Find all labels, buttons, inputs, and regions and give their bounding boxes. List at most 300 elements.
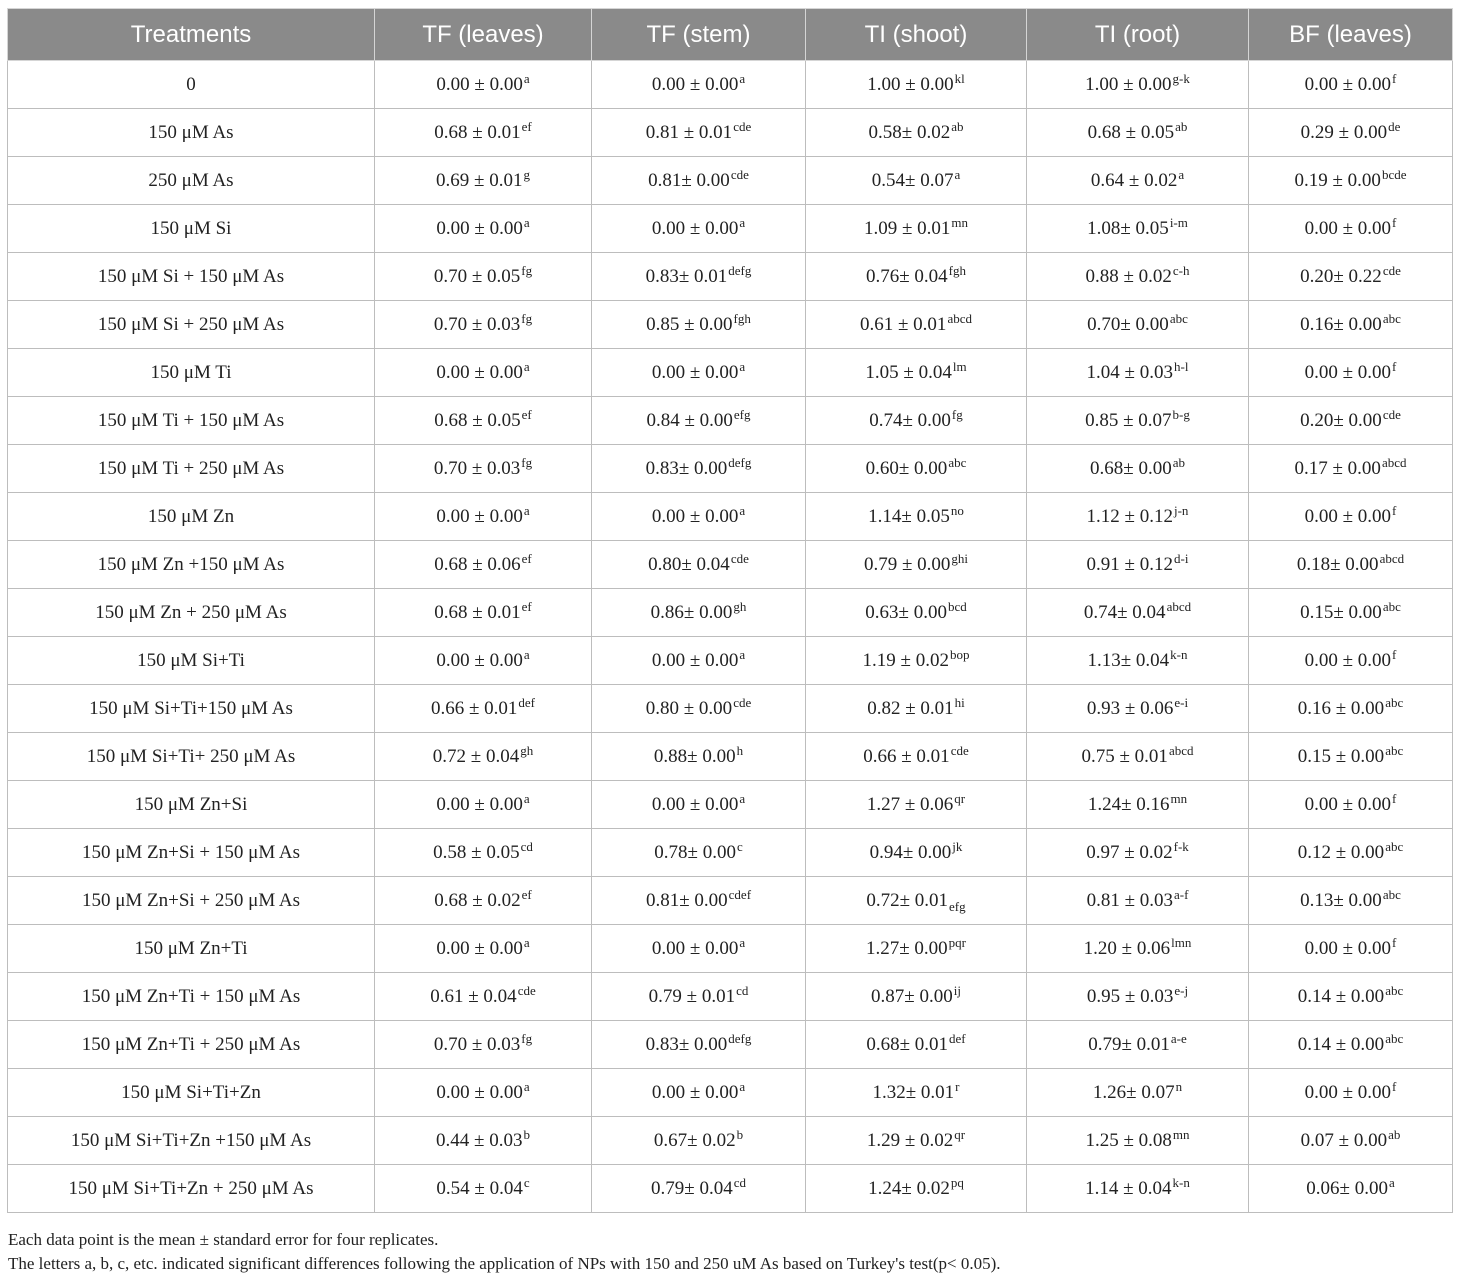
- significance-letters: a: [1178, 166, 1185, 182]
- significance-letters: a: [739, 790, 746, 806]
- value-cell: [806, 253, 1027, 301]
- significance-letters: cdef: [728, 886, 752, 902]
- mean-se-value: 1.24± 0.02: [868, 1177, 950, 1199]
- mean-se-value: 1.32± 0.01: [872, 1081, 955, 1103]
- table-row: [8, 157, 1453, 205]
- table-row: [8, 253, 1453, 301]
- mean-se-value: 0.79± 0.04: [651, 1177, 733, 1199]
- treatment-cell: 150 μM Zn+Si: [8, 781, 375, 829]
- significance-letters: def: [949, 1030, 966, 1046]
- mean-se-value: 0.00 ± 0.00: [651, 1081, 739, 1103]
- mean-se-value: 1.13± 0.04: [1087, 649, 1170, 671]
- value-cell: [592, 493, 806, 541]
- significance-letters: mn: [1172, 1126, 1190, 1142]
- significance-letters: fg: [521, 1030, 533, 1046]
- header-tf-leaves: TF (leaves): [375, 9, 592, 61]
- value-cell: [806, 205, 1027, 253]
- value-cell: [375, 589, 592, 637]
- value-cell: [806, 829, 1027, 877]
- value-cell: [1249, 877, 1453, 925]
- value-cell: [1027, 829, 1249, 877]
- value-cell: [375, 541, 592, 589]
- mean-se-value: 0.00 ± 0.00: [1304, 937, 1392, 959]
- mean-se-value: 0.54 ± 0.04: [436, 1177, 523, 1199]
- mean-se-value: 0.16± 0.00: [1300, 313, 1382, 335]
- significance-letters: h-l: [1173, 358, 1189, 374]
- significance-letters: ab: [1388, 1126, 1401, 1142]
- value-cell: [1027, 301, 1249, 349]
- mean-se-value: 1.08± 0.05: [1087, 217, 1169, 239]
- significance-letters: cde: [517, 982, 536, 998]
- significance-letters: fg: [951, 406, 963, 422]
- treatment-cell: 150 μM Si: [8, 205, 375, 253]
- value-cell: [1249, 157, 1453, 205]
- significance-letters: a: [739, 1078, 746, 1094]
- table-header: [8, 9, 1453, 61]
- value-cell: [375, 301, 592, 349]
- value-cell: [1249, 109, 1453, 157]
- value-cell: [375, 733, 592, 781]
- value-cell: [806, 61, 1027, 109]
- footnote-replicates: Each data point is the mean ± standard error for four replicates.: [8, 1230, 439, 1249]
- value-cell: [806, 1117, 1027, 1165]
- mean-se-value: 0.97 ± 0.02: [1086, 841, 1173, 863]
- mean-se-value: 1.00 ± 0.00: [867, 73, 954, 95]
- header-treatments: Treatments: [8, 9, 375, 61]
- value-cell: [592, 301, 806, 349]
- value-cell: [375, 61, 592, 109]
- significance-letters: abcd: [1168, 742, 1194, 758]
- significance-letters: cde: [730, 166, 749, 182]
- value-cell: [592, 397, 806, 445]
- significance-letters: ef: [521, 886, 532, 902]
- value-cell: [806, 589, 1027, 637]
- significance-letters: kl: [954, 70, 965, 86]
- treatment-cell: 150 μM Ti: [8, 349, 375, 397]
- significance-letters: f: [1392, 502, 1397, 518]
- value-cell: [1249, 253, 1453, 301]
- mean-se-value: 0.00 ± 0.00: [436, 505, 523, 527]
- mean-se-value: 0.68 ± 0.05: [434, 409, 521, 431]
- significance-letters: ef: [521, 598, 532, 614]
- mean-se-value: 0.83± 0.00: [645, 457, 728, 479]
- mean-se-value: 0.67± 0.02: [653, 1129, 736, 1151]
- value-cell: [806, 637, 1027, 685]
- value-cell: [1027, 733, 1249, 781]
- significance-letters: abcd: [1379, 550, 1405, 566]
- significance-letters: hi: [954, 694, 965, 710]
- significance-letters: a: [739, 934, 746, 950]
- mean-se-value: 1.04 ± 0.03: [1086, 361, 1173, 383]
- table-body: [8, 61, 1453, 1213]
- significance-letters: a: [523, 646, 530, 662]
- mean-se-value: 0.68 ± 0.01: [434, 121, 521, 143]
- mean-se-value: 1.25 ± 0.08: [1085, 1129, 1172, 1151]
- mean-se-value: 0.17 ± 0.00: [1294, 457, 1381, 479]
- mean-se-value: 1.14± 0.05: [868, 505, 950, 527]
- value-cell: [1249, 973, 1453, 1021]
- treatment-cell: 150 μM Si+Ti+ 250 μM As: [8, 733, 375, 781]
- table-row: [8, 733, 1453, 781]
- value-cell: [806, 349, 1027, 397]
- mean-se-value: 0.16 ± 0.00: [1297, 697, 1385, 719]
- value-cell: [1027, 637, 1249, 685]
- value-cell: [806, 1069, 1027, 1117]
- significance-letters: abc: [1382, 310, 1401, 326]
- significance-letters: a-f: [1174, 886, 1189, 902]
- significance-letters: k-n: [1170, 646, 1188, 662]
- mean-se-value: 0.61 ± 0.04: [430, 985, 517, 1007]
- significance-letters: a: [523, 934, 530, 950]
- significance-letters: f: [1392, 1078, 1397, 1094]
- treatment-cell: 150 μM Si + 250 μM As: [8, 301, 375, 349]
- value-cell: [806, 397, 1027, 445]
- treatment-cell: 150 μM As: [8, 109, 375, 157]
- treatment-cell: 150 μM Zn+Si + 250 μM As: [8, 877, 375, 925]
- significance-letters: fg: [521, 262, 533, 278]
- mean-se-value: 0.83± 0.00: [645, 1033, 728, 1055]
- treatment-cell: 150 μM Zn + 250 μM As: [8, 589, 375, 637]
- value-cell: [1249, 589, 1453, 637]
- value-cell: [592, 781, 806, 829]
- significance-letters: g-k: [1172, 70, 1190, 86]
- mean-se-value: 0.00 ± 0.00: [1304, 361, 1392, 383]
- mean-se-value: 0.95 ± 0.03: [1086, 985, 1174, 1007]
- mean-se-value: 0.54± 0.07: [871, 169, 954, 191]
- value-cell: [1249, 493, 1453, 541]
- significance-letters: a: [739, 70, 746, 86]
- mean-se-value: 0.70 ± 0.03: [433, 457, 521, 479]
- value-cell: [806, 1021, 1027, 1069]
- mean-se-value: 0.88± 0.00: [653, 745, 736, 767]
- significance-letters: lmn: [1171, 934, 1192, 950]
- table-row: [8, 109, 1453, 157]
- significance-letters: lm: [952, 358, 967, 374]
- value-cell: [806, 781, 1027, 829]
- significance-letters: d-i: [1173, 550, 1189, 566]
- mean-se-value: 0.07 ± 0.00: [1300, 1129, 1388, 1151]
- significance-letters: c-h: [1172, 262, 1190, 278]
- mean-se-value: 0.91 ± 0.12: [1086, 553, 1173, 575]
- table-row: [8, 925, 1453, 973]
- mean-se-value: 0.76± 0.04: [865, 265, 948, 287]
- treatment-cell: 150 μM Zn+Ti + 150 μM As: [8, 973, 375, 1021]
- significance-letters: r: [955, 1078, 960, 1094]
- significance-letters: abcd: [947, 310, 972, 326]
- mean-se-value: 0.94± 0.00: [869, 841, 952, 863]
- significance-letters: ghi: [951, 550, 969, 566]
- table-row: [8, 685, 1453, 733]
- mean-se-value: 0.83± 0.01: [645, 265, 728, 287]
- value-cell: [1027, 493, 1249, 541]
- value-cell: [1249, 349, 1453, 397]
- value-cell: [806, 445, 1027, 493]
- value-cell: [592, 205, 806, 253]
- mean-se-value: 0.19 ± 0.00: [1294, 169, 1381, 191]
- value-cell: [375, 493, 592, 541]
- mean-se-value: 0.68± 0.00: [1090, 457, 1172, 479]
- value-cell: [592, 877, 806, 925]
- mean-se-value: 0.70 ± 0.03: [433, 313, 521, 335]
- mean-se-value: 0.64 ± 0.02: [1090, 169, 1178, 191]
- mean-se-value: 0.81 ± 0.01: [645, 121, 733, 143]
- mean-se-value: 0.00 ± 0.00: [651, 649, 739, 671]
- mean-se-value: 0.00 ± 0.00: [436, 361, 523, 383]
- table-row: [8, 877, 1453, 925]
- value-cell: [1249, 397, 1453, 445]
- mean-se-value: 0.00 ± 0.00: [1304, 505, 1392, 527]
- value-cell: [375, 397, 592, 445]
- significance-letters: cde: [1382, 406, 1401, 422]
- significance-letters: a: [523, 358, 530, 374]
- value-cell: [375, 1021, 592, 1069]
- value-cell: [1249, 205, 1453, 253]
- significance-letters: abc: [1169, 310, 1188, 326]
- value-cell: [1249, 925, 1453, 973]
- significance-letters: fgh: [733, 310, 751, 326]
- significance-letters: ef: [521, 118, 532, 134]
- mean-se-value: 0.80 ± 0.00: [645, 697, 733, 719]
- mean-se-value: 0.81 ± 0.03: [1086, 889, 1173, 911]
- table-row: [8, 301, 1453, 349]
- mean-se-value: 0.80± 0.04: [648, 553, 730, 575]
- treatment-cell: 150 μM Zn+Si + 150 μM As: [8, 829, 375, 877]
- significance-letters: cde: [733, 694, 752, 710]
- significance-letters: bcd: [947, 598, 967, 614]
- value-cell: [592, 253, 806, 301]
- table-row: [8, 397, 1453, 445]
- table-row: [8, 1021, 1453, 1069]
- significance-letters: a: [739, 214, 746, 230]
- mean-se-value: 0.06± 0.00: [1306, 1177, 1388, 1199]
- treatment-cell: 150 μM Zn: [8, 493, 375, 541]
- value-cell: [1249, 301, 1453, 349]
- value-cell: [375, 1069, 592, 1117]
- mean-se-value: 0.72± 0.01: [866, 889, 949, 911]
- significance-letters: g: [523, 166, 530, 182]
- significance-letters: de: [1388, 118, 1401, 134]
- significance-letters: fg: [521, 310, 533, 326]
- value-cell: [1027, 397, 1249, 445]
- significance-letters: ab: [951, 118, 964, 134]
- significance-letters: ef: [521, 550, 532, 566]
- significance-letters: a: [739, 646, 746, 662]
- treatment-cell: 150 μM Si+Ti+Zn +150 μM As: [8, 1117, 375, 1165]
- mean-se-value: 0.68 ± 0.01: [434, 601, 521, 623]
- significance-letters: abc: [1382, 886, 1401, 902]
- significance-letters: mn: [1170, 790, 1188, 806]
- mean-se-value: 0.00 ± 0.00: [436, 937, 523, 959]
- value-cell: [1249, 1069, 1453, 1117]
- table-row: [8, 61, 1453, 109]
- significance-letters: cde: [733, 118, 752, 134]
- significance-letters: f: [1392, 790, 1397, 806]
- mean-se-value: 0.70± 0.00: [1087, 313, 1169, 335]
- mean-se-value: 0.84 ± 0.00: [646, 409, 733, 431]
- significance-letters: mn: [951, 214, 969, 230]
- value-cell: [375, 109, 592, 157]
- significance-letters: cd: [520, 838, 533, 854]
- significance-letters: abc: [1385, 1030, 1404, 1046]
- value-cell: [592, 925, 806, 973]
- footnote-significance: The letters a, b, c, etc. indicated significant differences following the application of NPs with 150 and 250 uM As based on Turkey's test(p< 0.05).: [8, 1254, 1001, 1273]
- value-cell: [592, 589, 806, 637]
- mean-se-value: 0.63± 0.00: [865, 601, 947, 623]
- significance-letters: abc: [948, 454, 967, 470]
- significance-letters: cde: [950, 742, 969, 758]
- mean-se-value: 0.68 ± 0.06: [434, 553, 521, 575]
- significance-letters: b: [736, 1126, 744, 1142]
- significance-letters: a-e: [1170, 1030, 1187, 1046]
- significance-letters: a: [523, 70, 530, 86]
- value-cell: [1027, 925, 1249, 973]
- significance-letters: cde: [1382, 262, 1401, 278]
- mean-se-value: 0.70 ± 0.05: [433, 265, 521, 287]
- mean-se-value: 1.20 ± 0.06: [1083, 937, 1171, 959]
- significance-letters: def: [518, 694, 536, 710]
- mean-se-value: 0.79 ± 0.00: [863, 553, 951, 575]
- mean-se-value: 1.24± 0.16: [1087, 793, 1170, 815]
- significance-letters: ef: [521, 406, 532, 422]
- mean-se-value: 0.70 ± 0.03: [433, 1033, 521, 1055]
- value-cell: [375, 637, 592, 685]
- significance-letters: abc: [1385, 694, 1404, 710]
- mean-se-value: 0.85 ± 0.00: [646, 313, 733, 335]
- value-cell: [806, 109, 1027, 157]
- mean-se-value: 0.88 ± 0.02: [1085, 265, 1172, 287]
- value-cell: [375, 253, 592, 301]
- table-row: [8, 781, 1453, 829]
- table-row: [8, 1165, 1453, 1213]
- value-cell: [1249, 541, 1453, 589]
- value-cell: [592, 349, 806, 397]
- value-cell: [1027, 1069, 1249, 1117]
- mean-se-value: 0.00 ± 0.00: [651, 793, 739, 815]
- mean-se-value: 0.00 ± 0.00: [1304, 217, 1392, 239]
- value-cell: [1027, 61, 1249, 109]
- mean-se-value: 0.14 ± 0.00: [1297, 1033, 1385, 1055]
- value-cell: [1027, 1165, 1249, 1213]
- header-tf-stem: TF (stem): [592, 9, 806, 61]
- significance-letters: f: [1392, 358, 1397, 374]
- mean-se-value: 0.78± 0.00: [654, 841, 736, 863]
- value-cell: [1249, 829, 1453, 877]
- significance-letters: cd: [733, 1174, 746, 1190]
- mean-se-value: 0.85 ± 0.07: [1085, 409, 1172, 431]
- value-cell: [592, 1117, 806, 1165]
- value-cell: [1027, 445, 1249, 493]
- significance-letters: n: [1175, 1078, 1183, 1094]
- table-row: [8, 1069, 1453, 1117]
- significance-letters: f: [1392, 214, 1397, 230]
- mean-se-value: 1.05 ± 0.04: [865, 361, 952, 383]
- value-cell: [375, 157, 592, 205]
- value-cell: [1027, 685, 1249, 733]
- table-row: [8, 829, 1453, 877]
- mean-se-value: 0.00 ± 0.00: [651, 361, 739, 383]
- treatment-cell: 150 μM Zn+Ti: [8, 925, 375, 973]
- mean-se-value: 0.20± 0.00: [1300, 409, 1382, 431]
- significance-letters: efg: [949, 898, 966, 914]
- value-cell: [375, 1165, 592, 1213]
- value-cell: [1027, 589, 1249, 637]
- mean-se-value: 1.19 ± 0.02: [862, 649, 949, 671]
- value-cell: [1027, 1117, 1249, 1165]
- mean-se-value: 0.75 ± 0.01: [1081, 745, 1168, 767]
- significance-letters: f-k: [1173, 838, 1189, 854]
- significance-letters: abcd: [1166, 598, 1192, 614]
- value-cell: [1249, 1021, 1453, 1069]
- significance-letters: a: [1388, 1174, 1395, 1190]
- treatment-cell: 0: [8, 61, 375, 109]
- significance-letters: a: [523, 214, 530, 230]
- table-row: [8, 349, 1453, 397]
- value-cell: [1027, 253, 1249, 301]
- value-cell: [1027, 157, 1249, 205]
- significance-letters: defg: [728, 454, 752, 470]
- results-table: [7, 8, 1453, 1213]
- value-cell: [375, 781, 592, 829]
- significance-letters: a: [739, 358, 746, 374]
- significance-letters: qr: [954, 1126, 966, 1142]
- mean-se-value: 0.00 ± 0.00: [436, 217, 523, 239]
- value-cell: [375, 1117, 592, 1165]
- value-cell: [806, 301, 1027, 349]
- value-cell: [375, 349, 592, 397]
- mean-se-value: 1.27 ± 0.06: [866, 793, 954, 815]
- value-cell: [1249, 733, 1453, 781]
- mean-se-value: 0.82 ± 0.01: [867, 697, 954, 719]
- significance-letters: ab: [1175, 118, 1188, 134]
- significance-letters: i-m: [1169, 214, 1188, 230]
- value-cell: [375, 445, 592, 493]
- value-cell: [1027, 877, 1249, 925]
- value-cell: [375, 685, 592, 733]
- significance-letters: efg: [733, 406, 751, 422]
- value-cell: [806, 925, 1027, 973]
- value-cell: [1249, 637, 1453, 685]
- header-ti-shoot: TI (shoot): [806, 9, 1027, 61]
- mean-se-value: 0.15 ± 0.00: [1297, 745, 1385, 767]
- significance-letters: f: [1392, 646, 1397, 662]
- mean-se-value: 0.69 ± 0.01: [436, 169, 523, 191]
- value-cell: [806, 733, 1027, 781]
- value-cell: [592, 1069, 806, 1117]
- mean-se-value: 0.60± 0.00: [865, 457, 948, 479]
- mean-se-value: 0.00 ± 0.00: [651, 217, 739, 239]
- significance-letters: cd: [736, 982, 749, 998]
- value-cell: [592, 733, 806, 781]
- mean-se-value: 0.00 ± 0.00: [436, 649, 523, 671]
- mean-se-value: 0.86± 0.00: [650, 601, 733, 623]
- significance-letters: j-n: [1173, 502, 1189, 518]
- mean-se-value: 0.00 ± 0.00: [1304, 793, 1392, 815]
- significance-letters: defg: [728, 1030, 752, 1046]
- significance-letters: ij: [953, 982, 961, 998]
- mean-se-value: 0.74± 0.04: [1083, 601, 1166, 623]
- value-cell: [592, 685, 806, 733]
- significance-letters: abc: [1385, 742, 1404, 758]
- significance-letters: cde: [730, 550, 749, 566]
- mean-se-value: 1.14 ± 0.04: [1085, 1177, 1172, 1199]
- value-cell: [1249, 445, 1453, 493]
- treatment-cell: 150 μM Si+Ti+150 μM As: [8, 685, 375, 733]
- value-cell: [1027, 349, 1249, 397]
- significance-letters: gh: [733, 598, 747, 614]
- mean-se-value: 0.68± 0.01: [866, 1033, 949, 1055]
- significance-letters: defg: [728, 262, 752, 278]
- treatment-cell: 150 μM Si + 150 μM As: [8, 253, 375, 301]
